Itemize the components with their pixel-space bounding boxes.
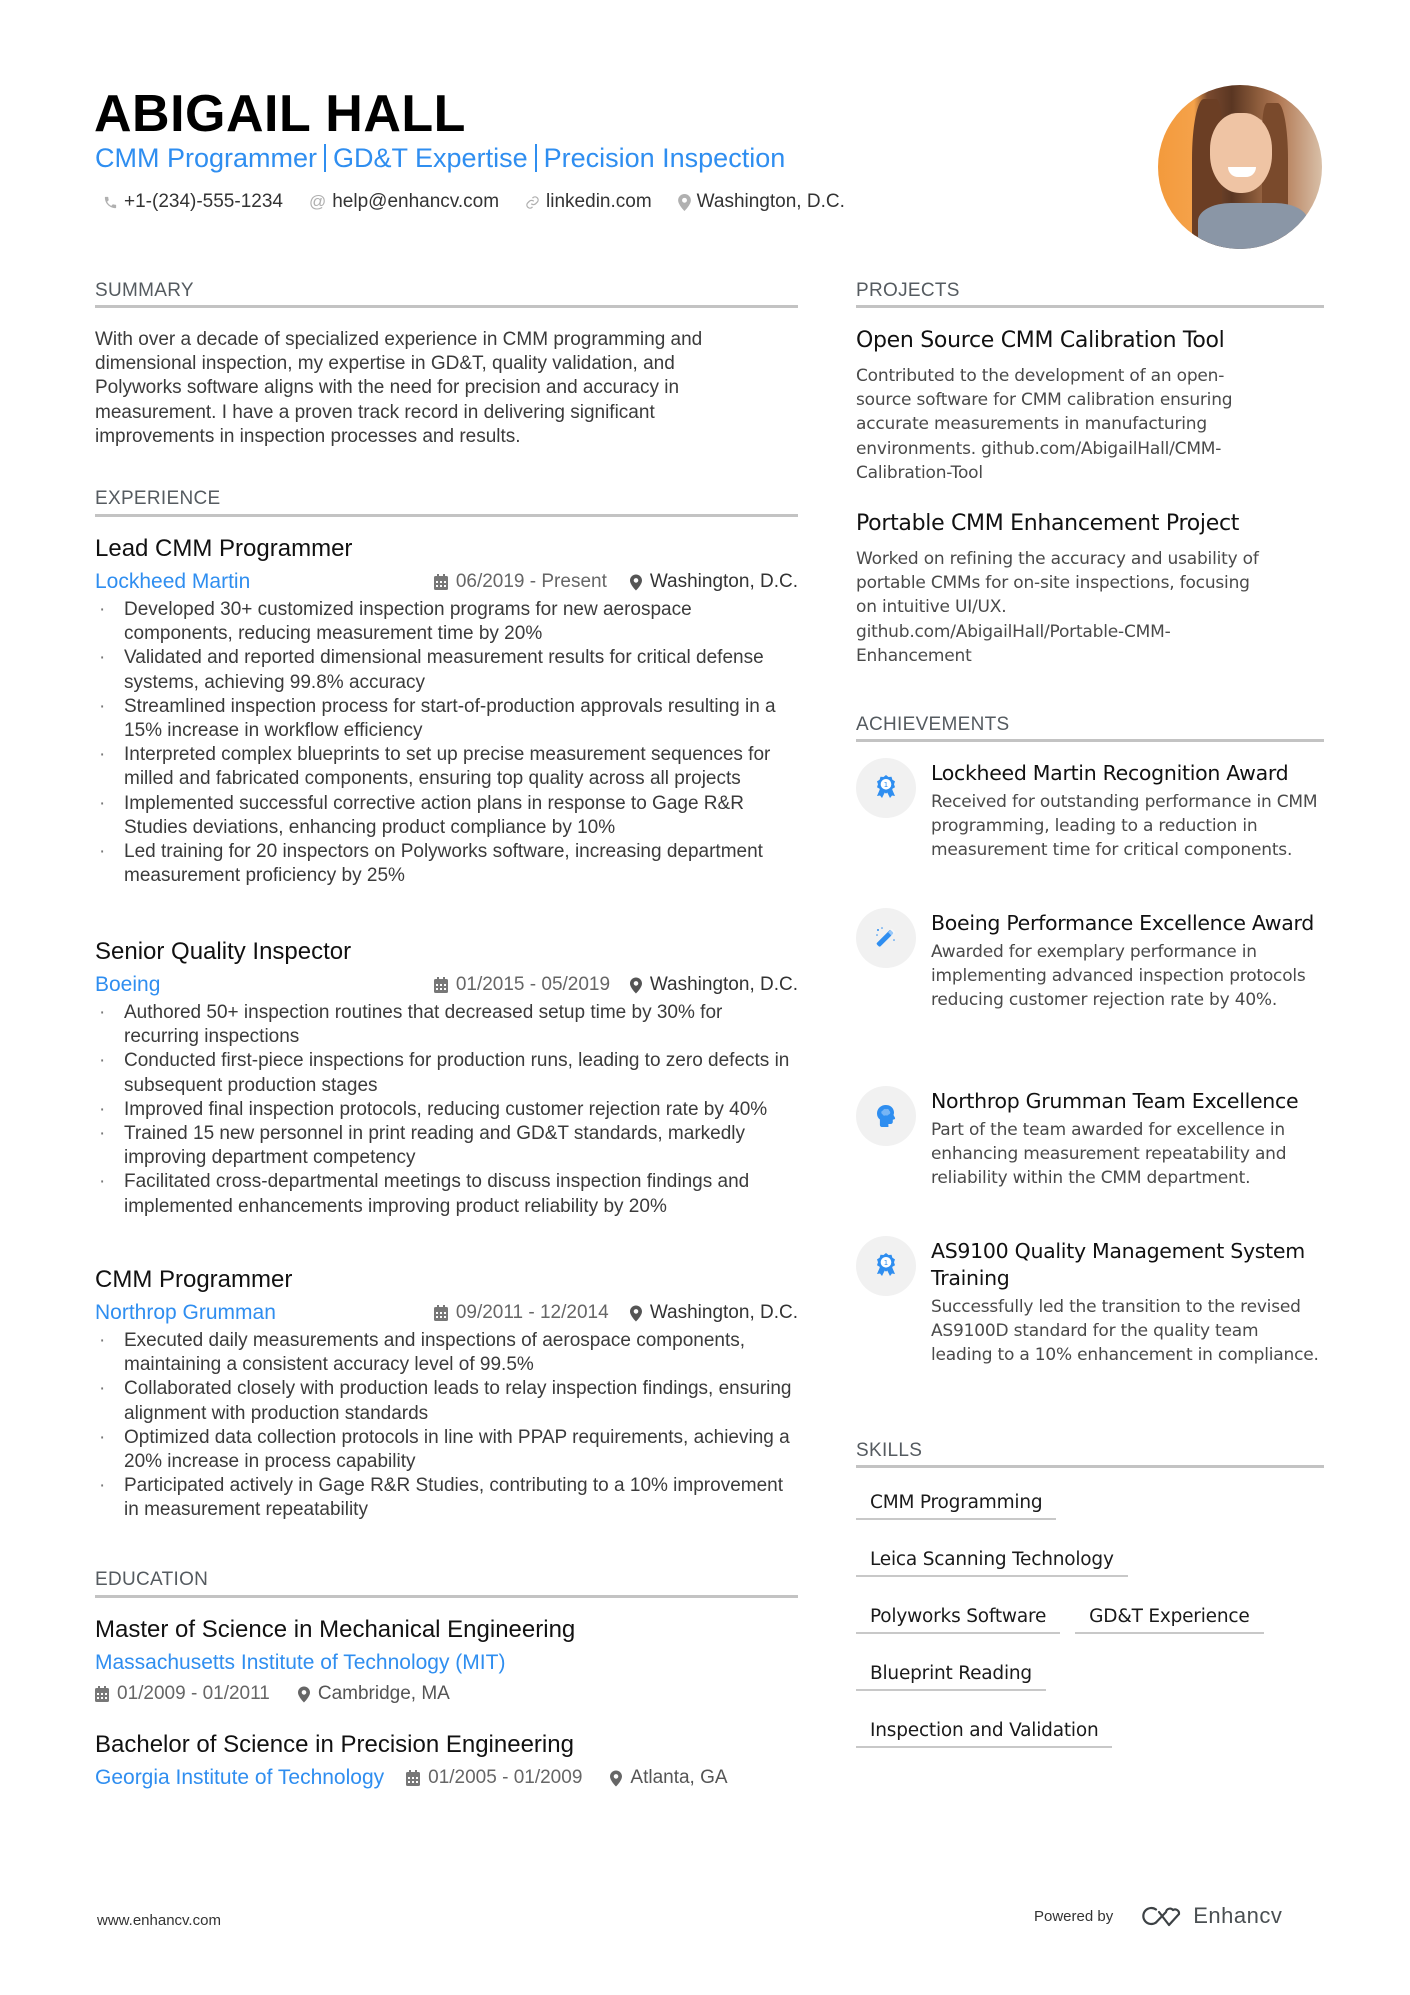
head-brain-icon	[856, 1086, 916, 1146]
job-bullets	[95, 1001, 798, 1219]
map-pin-icon	[678, 194, 691, 211]
date-range: 01/2009 - 01/2011	[117, 1683, 270, 1704]
location-text: Washington, D.C.	[696, 191, 845, 212]
job-dates	[434, 1302, 630, 1324]
education-dates	[95, 1683, 270, 1705]
education-dates	[406, 1767, 582, 1789]
job-title: CMM Programmer	[95, 1266, 293, 1293]
section-title-skills: SKILLS	[856, 1440, 923, 1461]
summary-line: With over a decade of specialized experience in CMM programming and	[95, 329, 703, 350]
date-range: 06/2019 - Present	[455, 571, 607, 592]
section-divider	[95, 1595, 798, 1598]
contact-location	[678, 190, 845, 214]
company-name: Boeing	[95, 973, 161, 996]
calendar-icon	[406, 1770, 420, 1786]
photo-shirt	[1198, 203, 1308, 249]
achievement-description: Received for outstanding performance in CMM programming, leading to a reduction in measurement time for critical components.	[931, 792, 1318, 861]
calendar-icon	[95, 1686, 109, 1702]
powered-by-label: Powered by	[1034, 1907, 1114, 1925]
map-pin-icon	[298, 1686, 310, 1703]
project-line: Calibration-Tool	[856, 462, 983, 483]
headline-part: CMM Programmer	[95, 143, 318, 173]
achievement-entry	[856, 1238, 1324, 1368]
contact-phone[interactable]	[103, 190, 283, 214]
education-location	[610, 1767, 727, 1789]
bullet-item: · Validated and reported dimensional measurement results for critical defense systems, achieving 99.8% accuracy	[95, 646, 798, 694]
achievement-title: Lockheed Martin Recognition Award	[931, 761, 1289, 785]
project-title: Open Source CMM Calibration Tool	[856, 328, 1225, 353]
profile-photo	[1158, 85, 1322, 249]
job-location	[630, 1302, 798, 1324]
achievement-title: AS9100 Quality Management System Training	[931, 1239, 1305, 1290]
linkedin-url: linkedin.com	[546, 191, 652, 212]
project-line: github.com/AbigailHall/Portable-CMM-	[856, 621, 1171, 642]
bullet-item: · Developed 30+ customized inspection programs for new aerospace components, reducing measurement time by 20%	[95, 598, 798, 646]
achievement-description: Part of the team awarded for excellence in enhancing measurement repeatability and reliability within the CMM department.	[931, 1120, 1287, 1189]
calendar-icon	[434, 977, 448, 993]
bullet-item: · Collaborated closely with production leads to relay inspection findings, ensuring alignment with production standards	[95, 1377, 798, 1425]
achievement-title: Northrop Grumman Team Excellence	[931, 1089, 1299, 1113]
footer-website-link[interactable]: www.enhancv.com	[97, 1912, 221, 1929]
headline-part: Precision Inspection	[543, 143, 786, 173]
project-line: Contributed to the development of an open-	[856, 366, 1225, 386]
location-text: Washington, D.C.	[649, 974, 798, 995]
project-title: Portable CMM Enhancement Project	[856, 511, 1240, 536]
job-bullets	[95, 1329, 798, 1523]
candidate-name: ABIGAIL HALL	[94, 85, 466, 143]
education-entry	[95, 1615, 798, 1708]
skill-tag: Blueprint Reading	[856, 1657, 1046, 1691]
degree-title: Bachelor of Science in Precision Engineering	[95, 1731, 574, 1758]
skill-tag: CMM Programming	[856, 1486, 1056, 1520]
map-pin-icon	[630, 574, 642, 591]
bullet-item: · Interpreted complex blueprints to set up precise measurement sequences for milled and fabricated components, ensuring top quality across all projects	[95, 743, 798, 791]
bullet-item: · Streamlined inspection process for start-of-production approvals resulting in a 15% increase in workflow efficiency	[95, 695, 798, 743]
project-line: Worked on refining the accuracy and usability of	[856, 549, 1259, 569]
headline-part: GD&T Expertise	[333, 143, 528, 173]
bullet-item: · Trained 15 new personnel in print reading and GD&T standards, markedly improving department competency	[95, 1122, 798, 1170]
at-sign-icon: @	[308, 192, 327, 211]
achievement-entry	[856, 910, 1324, 1013]
education-location	[298, 1683, 450, 1705]
calendar-icon	[434, 1305, 448, 1321]
section-title-achievements: ACHIEVEMENTS	[856, 714, 1010, 735]
summary-line: dimensional inspection, my expertise in GD&T, quality validation, and	[95, 353, 675, 375]
skills-list	[856, 1486, 1324, 1771]
bullet-item: · Authored 50+ inspection routines that decreased setup time by 30% for recurring inspections	[95, 1001, 798, 1049]
job-location	[630, 571, 798, 593]
job-title: Senior Quality Inspector	[95, 938, 352, 965]
magic-wand-icon	[856, 908, 916, 968]
contact-email[interactable]	[309, 190, 499, 214]
contact-link[interactable]	[525, 190, 652, 214]
headline-separator	[535, 144, 537, 172]
job-title: Lead CMM Programmer	[95, 535, 353, 562]
brand-name: Enhancv	[1193, 1903, 1283, 1928]
skill-tag: Polyworks Software	[856, 1600, 1060, 1634]
bullet-item: · Participated actively in Gage R&R Studies, contributing to a 10% improvement in measurement repeatability	[95, 1474, 798, 1522]
section-title-summary: SUMMARY	[95, 280, 194, 301]
job-dates	[434, 974, 630, 996]
calendar-icon	[434, 574, 448, 590]
summary-line: Polyworks software aligns with the need for precision and accuracy in	[95, 377, 680, 399]
bullet-item: · Improved final inspection protocols, reducing customer rejection rate by 40%	[95, 1098, 798, 1122]
project-description	[856, 547, 1324, 668]
section-divider	[95, 514, 798, 517]
svg-text:1: 1	[883, 781, 889, 789]
bullet-item: · Conducted first-piece inspections for production runs, leading to zero defects in subsequent production stages	[95, 1049, 798, 1097]
photo-face	[1210, 113, 1272, 193]
achievement-entry	[856, 760, 1324, 863]
section-title-experience: EXPERIENCE	[95, 488, 221, 509]
job-entry	[95, 1265, 798, 1523]
link-icon	[525, 195, 540, 210]
date-range: 01/2015 - 05/2019	[455, 974, 611, 995]
bullet-item: · Facilitated cross-departmental meetings to discuss inspection findings and implemented enhancements improving product reliability by 20%	[95, 1170, 798, 1218]
date-range: 09/2011 - 12/2014	[455, 1302, 609, 1323]
job-entry	[95, 937, 798, 1219]
section-divider	[856, 739, 1324, 742]
footer-branding[interactable]	[1034, 1903, 1282, 1929]
enhancv-logo-icon	[1139, 1904, 1185, 1928]
summary-line: improvements in inspection processes and results.	[95, 425, 521, 447]
achievement-description: Successfully led the transition to the revised AS9100D standard for the quality team leading to a 10% enhancement in compliance.	[931, 1297, 1319, 1366]
school-name: Georgia Institute of Technology	[95, 1766, 385, 1789]
project-line: environments. github.com/AbigailHall/CMM-	[856, 438, 1222, 459]
job-dates	[434, 571, 630, 593]
project-line: on intuitive UI/UX.	[856, 597, 1007, 618]
project-entry	[856, 326, 1324, 485]
phone-number: +1-(234)-555-1234	[124, 191, 283, 212]
school-name: Massachusetts Institute of Technology (MIT)	[95, 1651, 506, 1674]
section-divider	[95, 305, 798, 308]
map-pin-icon	[610, 1770, 622, 1787]
company-name: Northrop Grumman	[95, 1301, 276, 1324]
headline	[95, 142, 785, 174]
project-entry	[856, 509, 1324, 668]
award-ribbon-icon	[856, 1236, 916, 1296]
bullet-item: · Led training for 20 inspectors on Polyworks software, increasing department measurement proficiency by 25%	[95, 840, 798, 888]
location-text: Washington, D.C.	[649, 1302, 798, 1323]
summary-line: measurement. I have a proven track record in delivering significant	[95, 401, 655, 423]
section-title-projects: PROJECTS	[856, 280, 960, 301]
award-ribbon-icon	[856, 758, 916, 818]
job-entry	[95, 534, 798, 888]
contact-row	[103, 190, 845, 214]
company-name: Lockheed Martin	[95, 570, 251, 593]
bullet-item: · Executed daily measurements and inspections of aerospace components, maintaining a consistent accuracy level of 99.5%	[95, 1329, 798, 1377]
skill-tag: GD&T Experience	[1075, 1600, 1263, 1634]
phone-icon	[103, 195, 118, 210]
section-divider	[856, 305, 1324, 308]
degree-title: Master of Science in Mechanical Engineering	[95, 1616, 576, 1643]
job-bullets	[95, 598, 798, 888]
skill-tag: Leica Scanning Technology	[856, 1543, 1128, 1577]
project-description	[856, 364, 1324, 485]
project-line: Enhancement	[856, 645, 972, 666]
project-line: portable CMMs for on-site inspections, focusing	[856, 573, 1250, 594]
headline-separator	[324, 144, 326, 172]
education-entry	[95, 1730, 798, 1793]
email-address: help@enhancv.com	[332, 191, 500, 212]
section-divider	[856, 1465, 1324, 1468]
achievement-entry	[856, 1088, 1324, 1191]
location-text: Cambridge, MA	[317, 1683, 450, 1704]
achievement-description: Awarded for exemplary performance in implementing advanced inspection protocols reducing customer rejection rate by 40%.	[931, 942, 1306, 1011]
project-line: accurate measurements in manufacturing	[856, 414, 1207, 435]
bullet-item: · Implemented successful corrective action plans in response to Gage R&R Studies deviations, enhancing product compliance by 10%	[95, 792, 798, 840]
job-location	[630, 974, 798, 996]
summary-text	[95, 328, 702, 449]
location-text: Washington, D.C.	[649, 571, 798, 592]
project-line: source software for CMM calibration ensuring	[856, 390, 1233, 411]
svg-text:1: 1	[883, 1259, 889, 1267]
map-pin-icon	[630, 1305, 642, 1322]
location-text: Atlanta, GA	[630, 1767, 728, 1788]
bullet-item: · Optimized data collection protocols in line with PPAP requirements, achieving a 20% increase in process capability	[95, 1426, 798, 1474]
skill-tag: Inspection and Validation	[856, 1714, 1112, 1748]
section-title-education: EDUCATION	[95, 1569, 209, 1590]
date-range: 01/2005 - 01/2009	[428, 1767, 583, 1788]
achievement-title: Boeing Performance Excellence Award	[931, 911, 1314, 935]
map-pin-icon	[630, 977, 642, 994]
